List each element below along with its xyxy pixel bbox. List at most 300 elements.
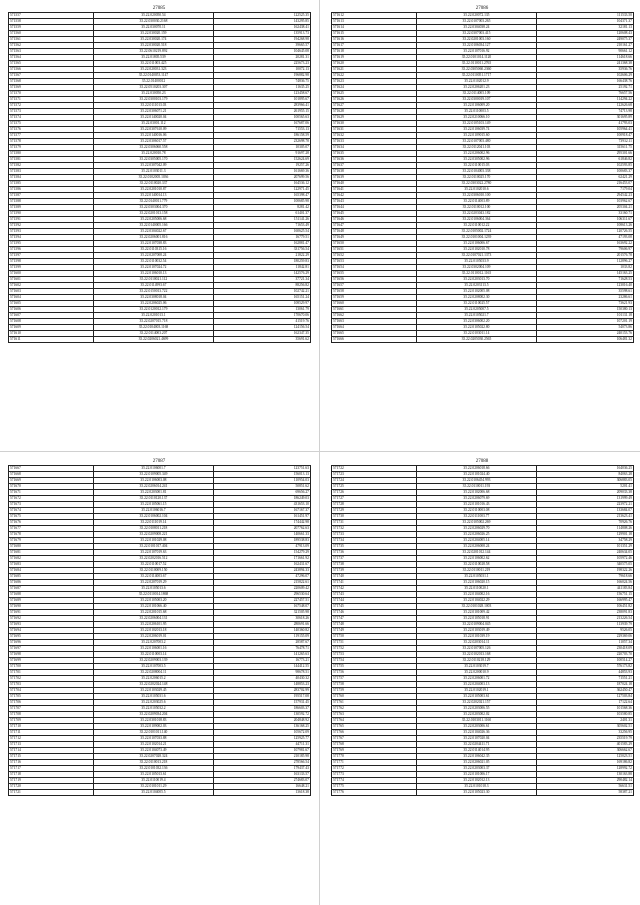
account-code-cell: 35.22.0610219.892: [93, 49, 214, 55]
account-code-cell: 35.22.030020.159: [93, 31, 214, 37]
account-code-cell: 35.22.0203025.6: [93, 700, 214, 706]
amount-cell: 128992.72: [537, 766, 634, 772]
amount-cell: 32181.13: [537, 25, 634, 31]
account-code-cell: 35.22.0107020.04: [416, 736, 537, 742]
amount-cell: 127503.84: [537, 694, 634, 700]
row-id-cell: 571740: [332, 574, 417, 580]
account-code-cell: 35.22.0110017.52: [93, 562, 214, 568]
row-id-cell: 571659: [332, 295, 417, 301]
account-code-cell: 35.22.0140020.04: [93, 115, 214, 121]
amount-cell: 90661.12: [537, 49, 634, 55]
account-code-cell: 35.22.0300103.179: [93, 97, 214, 103]
amount-cell: 107201.19: [537, 319, 634, 325]
row-id-cell: 571747: [332, 616, 417, 622]
amount-cell: 8281.42: [214, 205, 311, 211]
amount-cell: 283966.41: [214, 103, 311, 109]
amount-cell: 196882.98: [214, 73, 311, 79]
account-code-cell: 35.22.0107024.72: [93, 265, 214, 271]
account-code-cell: 35.22.020050.54: [93, 13, 214, 19]
account-code-cell: 35.22.0203113.5: [416, 283, 537, 289]
account-code-cell: 35.22.0510203.307: [93, 85, 214, 91]
account-code-cell: 35.22.0105031.6: [93, 694, 214, 700]
row-id-cell: 571707: [9, 706, 94, 712]
row-id-cell: 571599: [9, 265, 94, 271]
amount-cell: 114294.22: [537, 97, 634, 103]
amount-cell: 16773.21: [214, 658, 311, 664]
amount-cell: 401583.29: [537, 742, 634, 748]
row-id-cell: 571572: [9, 103, 94, 109]
account-code-cell: 35.22.0110003.5: [416, 109, 537, 115]
amount-cell: 13061.79: [214, 307, 311, 313]
amount-cell: 9526.05: [537, 628, 634, 634]
amount-cell: 122971.45: [214, 187, 311, 193]
account-code-cell: 35.22.0203014.11: [416, 640, 537, 646]
account-code-cell: 35.22.0105013.6: [93, 586, 214, 592]
page-number: 27085: [152, 6, 166, 11]
row-id-cell: 571715: [9, 754, 94, 760]
account-code-cell: 35.22.0209003.139: [93, 658, 214, 664]
amount-cell: 205304.21: [537, 205, 634, 211]
account-code-cell: 35.22.0105022.80: [416, 325, 537, 331]
account-code-cell: 35.22.0202021.157: [416, 700, 537, 706]
account-code-cell: 35.22.0106042.35: [416, 754, 537, 760]
amount-cell: 71628.53: [537, 277, 634, 283]
account-code-cell: 35.22.0203013.70: [416, 277, 537, 283]
amount-cell: 74836.75: [214, 79, 311, 85]
row-id-cell: 571564: [9, 55, 94, 61]
amount-cell: 47296.07: [214, 574, 311, 580]
account-code-cell: 35.22.0106034.127: [416, 43, 537, 49]
row-id-cell: 571582: [9, 163, 94, 169]
row-id-cell: 571677: [9, 526, 94, 532]
amount-cell: 160625.54: [214, 229, 311, 235]
amount-cell: 103962.67: [537, 199, 634, 205]
account-code-cell: 35.22.0206021.4699: [93, 337, 214, 343]
amount-cell: 230418.09: [537, 646, 634, 652]
row-id-cell: 571724: [332, 478, 417, 484]
row-id-cell: 571758: [332, 682, 417, 688]
amount-cell: 238091.83: [537, 610, 634, 616]
amount-cell: 11842.81: [214, 265, 311, 271]
amount-cell: 76478.71: [214, 646, 311, 652]
row-id-cell: 571701: [9, 670, 94, 676]
account-code-cell: 35.22.0303004.370: [93, 205, 214, 211]
account-code-cell: 35.22.0203003.37: [416, 766, 537, 772]
amount-cell: 33256.95: [537, 730, 634, 736]
amount-cell: 108529.97: [214, 301, 311, 307]
row-id-cell: 571708: [9, 712, 94, 718]
amount-cell: 2401.31: [537, 718, 634, 724]
account-code-cell: 35.22.0305005.170: [93, 157, 214, 163]
amount-cell: 156751.15: [537, 592, 634, 598]
row-id-cell: 571611: [9, 337, 94, 343]
account-code-cell: 35.22.0304022.67: [93, 229, 214, 235]
row-id-cell: 571728: [332, 502, 417, 508]
amount-cell: 108613.26: [537, 223, 634, 229]
amount-cell: 113939.79: [537, 622, 634, 628]
amount-cell: 70926.76: [537, 520, 634, 526]
amount-cell: 56631.51: [537, 784, 634, 790]
account-code-cell: 35.22.0106001.16: [93, 646, 214, 652]
amount-cell: 243894.33: [214, 568, 311, 574]
row-id-cell: 571745: [332, 604, 417, 610]
row-id-cell: 571647: [332, 223, 417, 229]
row-id-cell: 571616: [332, 37, 417, 43]
account-code-cell: 35.22.0101011.140: [93, 730, 214, 736]
account-code-cell: 35.22.0102013.18: [93, 628, 214, 634]
amount-cell: 143295.85: [214, 19, 311, 25]
account-code-cell: 35.22.0106003.08: [93, 478, 214, 484]
amount-cell: 157931.45: [214, 700, 311, 706]
amount-cell: 114618.66: [537, 55, 634, 61]
account-code-cell: 35.22.0102005.08: [416, 289, 537, 295]
amount-cell: 62421.29: [537, 175, 634, 181]
account-code-cell: 35.22.0105021.7: [416, 313, 537, 319]
amount-cell: 301695.89: [537, 115, 634, 121]
account-code-cell: 35.22.0207028.324: [93, 754, 214, 760]
account-code-cell: 35.22.0207003.2: [93, 640, 214, 646]
row-id-cell: 571595: [9, 241, 94, 247]
amount-cell: 122626.68: [537, 103, 634, 109]
amount-cell: 101351.29: [537, 544, 634, 550]
amount-cell: 61846.82: [537, 157, 634, 163]
amount-cell: 207762.63: [214, 526, 311, 532]
account-code-cell: 35.22.0105013.61: [93, 772, 214, 778]
row-id-cell: 571736: [332, 550, 417, 556]
row-id-cell: 571567: [9, 73, 94, 79]
account-code-cell: 35.22.0101066.40: [93, 604, 214, 610]
amount-cell: 131999.49: [537, 496, 634, 502]
amount-cell: 321505.98: [214, 610, 311, 616]
account-code-cell: 35.22.0206002.96: [416, 151, 537, 157]
row-id-cell: 571763: [332, 712, 417, 718]
amount-cell: 100918.47: [537, 133, 634, 139]
account-code-cell: 35.22.0201012.144: [416, 550, 537, 556]
account-code-cell: 35.22.0110003.08: [416, 508, 537, 514]
row-id-cell: 571571: [9, 97, 94, 103]
amount-cell: 84063.28: [537, 472, 634, 478]
account-code-cell: 35.22.020031.323: [93, 67, 214, 73]
account-code-cell: 35.22.0307610.09: [93, 127, 214, 133]
row-id-cell: 571703: [9, 682, 94, 688]
row-id-cell: 571721: [9, 790, 94, 796]
amount-cell: 123751.63: [214, 466, 311, 472]
amount-cell: 54073.86: [537, 325, 634, 331]
row-id-cell: 571656: [332, 277, 417, 283]
amount-cell: 105672.09: [214, 730, 311, 736]
account-code-cell: 35.22.0107019.63: [93, 550, 214, 556]
row-id-cell: 571757: [332, 676, 417, 682]
row-id-cell: 571678: [9, 532, 94, 538]
amount-cell: 165398.47: [214, 193, 311, 199]
account-code-cell: 35.22.0110011.219: [416, 568, 537, 574]
account-code-cell: 35.22.0110013.218: [93, 760, 214, 766]
account-code-cell: 35.22.0110019.4: [93, 778, 214, 784]
row-id-cell: 571696: [9, 640, 94, 646]
account-code-cell: 35.22.0206001.72: [416, 676, 537, 682]
account-code-cell: 35.22.0306010.100: [416, 193, 537, 199]
account-code-cell: 35.22.0112041.103: [416, 145, 537, 151]
row-id-cell: 571576: [9, 127, 94, 133]
row-id-cell: 571742: [332, 586, 417, 592]
account-code-cell: 35.22.0106004.364: [416, 217, 537, 223]
account-code-cell: 35.22.0140011.779: [93, 199, 214, 205]
row-id-cell: 571584: [9, 175, 94, 181]
row-id-cell: 571585: [9, 181, 94, 187]
row-id-cell: 571709: [9, 718, 94, 724]
account-code-cell: 35.22.0106039.74: [416, 127, 537, 133]
row-id-cell: 571661: [332, 307, 417, 313]
amount-cell: 204848.92: [214, 718, 311, 724]
amount-cell: 216453.07: [537, 181, 634, 187]
row-id-cell: 571646: [332, 217, 417, 223]
amount-cell: 215822.61: [214, 580, 311, 586]
row-id-cell: 571638: [332, 169, 417, 175]
amount-cell: 101568.36: [537, 706, 634, 712]
table-row: [332, 337, 634, 343]
row-id-cell: 571719: [9, 778, 94, 784]
amount-cell: 102606.29: [537, 73, 634, 79]
row-id-cell: 571668: [9, 472, 94, 478]
amount-cell: 101895.67: [214, 97, 311, 103]
row-id-cell: 571623: [332, 79, 417, 85]
account-code-cell: 35.22.0114005.109: [416, 91, 537, 97]
account-code-cell: 35.22.0306017.57: [93, 139, 214, 145]
account-code-cell: 35.22.0110020.337: [93, 181, 214, 187]
amount-cell: 106481.32: [537, 337, 634, 343]
account-code-cell: 35.22.0303022.2780: [416, 181, 537, 187]
account-code-cell: 35.22.0205007.5: [416, 307, 537, 313]
amount-cell: 140360.82: [214, 628, 311, 634]
account-code-cell: 35.22.0111013.03: [93, 103, 214, 109]
amount-cell: 125023.51: [537, 754, 634, 760]
account-code-cell: 35.22.0210066.10: [416, 115, 537, 121]
account-code-cell: 35.22.0110315.16: [93, 247, 214, 253]
table-row: [9, 337, 311, 343]
amount-cell: 76657.56: [537, 91, 634, 97]
account-code-cell: 35.22.0110021.112: [93, 277, 214, 283]
row-id-cell: 571596: [9, 247, 94, 253]
amount-cell: 305602.51: [537, 724, 634, 730]
row-id-cell: 571685: [9, 574, 94, 580]
account-code-cell: 35.22.0107033.88: [93, 736, 214, 742]
account-code-cell: 35.22.0106010.13: [93, 271, 214, 277]
account-code-cell: 35.22.0106020.15: [416, 580, 537, 586]
account-code-cell: 35.22.0109005.349: [93, 472, 214, 478]
amount-cell: 179437.43: [214, 766, 311, 772]
row-id-cell: 571734: [332, 538, 417, 544]
amount-cell: 130592.72: [214, 712, 311, 718]
amount-cell: 79606.97: [537, 247, 634, 253]
amount-cell: 227457.51: [214, 598, 311, 604]
row-id-cell: 571588: [9, 199, 94, 205]
row-id-cell: 571657: [332, 283, 417, 289]
amount-cell: 232698.78: [214, 139, 311, 145]
amount-cell: 102742.21: [214, 289, 311, 295]
row-id-cell: 571593: [9, 229, 94, 235]
ledger-table: [331, 465, 634, 796]
amount-cell: 106451.82: [537, 604, 634, 610]
account-code-cell: 35.22.0107016.92: [416, 49, 537, 55]
amount-cell: 100514.27: [537, 658, 634, 664]
row-id-cell: 571755: [332, 664, 417, 670]
account-code-cell: 35.22.0206029.70: [416, 526, 537, 532]
account-code-cell: 35.22.030070.11: [93, 25, 214, 31]
account-code-cell: 35.22.0102012.9: [416, 79, 537, 85]
row-id-cell: 571706: [9, 700, 94, 706]
account-code-cell: 35.22.0110012.100: [416, 205, 537, 211]
row-id-cell: 571684: [9, 568, 94, 574]
row-id-cell: 571617: [332, 43, 417, 49]
account-code-cell: 35.22.0200010.9: [416, 670, 537, 676]
row-id-cell: 571688: [9, 592, 94, 598]
row-id-cell: 571695: [9, 634, 94, 640]
account-code-cell: 35.22.0206101.95: [93, 622, 214, 628]
row-id-cell: 571652: [332, 253, 417, 259]
row-id-cell: 571756: [332, 670, 417, 676]
row-id-cell: 571629: [332, 115, 417, 121]
row-id-cell: 571770: [332, 754, 417, 760]
row-id-cell: 571737: [332, 556, 417, 562]
row-id-cell: 571645: [332, 211, 417, 217]
table-row: [332, 790, 634, 796]
account-code-cell: 35.22.0109002.03: [93, 724, 214, 730]
account-code-cell: 35.22.0206001.816: [93, 235, 214, 241]
row-id-cell: 571613: [332, 19, 417, 25]
account-code-cell: 35.22.0110011.193: [416, 484, 537, 490]
row-id-cell: 571713: [9, 742, 94, 748]
account-code-cell: 35.22.0109004.045: [416, 622, 537, 628]
amount-cell: 47193.08: [537, 235, 634, 241]
row-id-cell: 571620: [332, 61, 417, 67]
row-id-cell: 571760: [332, 694, 417, 700]
account-code-cell: 35.22.0103011.3: [93, 169, 214, 175]
row-id-cell: 571670: [9, 484, 94, 490]
account-code-cell: 35.22.0110025.170: [416, 175, 537, 181]
account-code-cell: 35.22.0203006.55: [416, 706, 537, 712]
account-code-cell: 35.22.0103029.45: [93, 688, 214, 694]
amount-cell: 19257.26: [214, 163, 311, 169]
amount-cell: 295301.66: [537, 151, 634, 157]
row-id-cell: 571687: [9, 586, 94, 592]
amount-cell: 133684.07: [537, 508, 634, 514]
row-id-cell: 571590: [9, 211, 94, 217]
account-code-cell: 35.22.0103011.1160: [416, 718, 537, 724]
row-id-cell: 571725: [332, 484, 417, 490]
account-code-cell: 35.22.0101039.19: [416, 634, 537, 640]
amount-cell: 122525.35: [214, 13, 311, 19]
row-id-cell: 571718: [9, 772, 94, 778]
row-id-cell: 571716: [9, 760, 94, 766]
row-id-cell: 571563: [9, 49, 94, 55]
row-id-cell: 571774: [332, 778, 417, 784]
amount-cell: 69656.27: [214, 490, 311, 496]
account-code-cell: 35.22.0206018.66: [416, 466, 537, 472]
row-id-cell: 571601: [9, 277, 94, 283]
account-code-cell: 35.22.030030.2168: [93, 19, 214, 25]
account-code-cell: 35.22.0107003.265: [416, 19, 537, 25]
amount-cell: 103580.85: [537, 712, 634, 718]
amount-cell: 102593.85: [537, 163, 634, 169]
account-code-cell: 35.22.0102019.1: [416, 688, 537, 694]
account-code-cell: 35.22.0206021.05: [416, 760, 537, 766]
account-code-cell: 35.22.0304038.24: [416, 25, 537, 31]
account-code-cell: 35.22.0206014.241: [93, 484, 214, 490]
amount-cell: 71551.21: [537, 676, 634, 682]
account-code-cell: 35.22.0106002.104: [93, 514, 214, 520]
account-code-cell: 35.22.0105103.149: [416, 121, 537, 127]
amount-cell: 20281.31: [214, 55, 311, 61]
amount-cell: 1033.82: [537, 265, 634, 271]
row-id-cell: 571692: [9, 616, 94, 622]
account-code-cell: 35.22.0102012.13: [416, 778, 537, 784]
row-id-cell: 571717: [9, 766, 94, 772]
row-id-cell: 571702: [9, 676, 94, 682]
row-id-cell: 571766: [332, 730, 417, 736]
amount-cell: 167167.37: [214, 508, 311, 514]
amount-cell: 79618.66: [537, 574, 634, 580]
row-id-cell: 571663: [332, 319, 417, 325]
amount-cell: 294542.23: [537, 193, 634, 199]
row-id-cell: 571600: [9, 271, 94, 277]
row-id-cell: 571566: [9, 67, 94, 73]
account-code-cell: 35.22.0114003.89: [416, 199, 537, 205]
row-id-cell: 571568: [9, 79, 94, 85]
amount-cell: 40430.32: [214, 676, 311, 682]
amount-cell: 98678.51: [214, 670, 311, 676]
page-number: 27086: [475, 6, 489, 11]
row-id-cell: 571752: [332, 646, 417, 652]
amount-cell: 107981.67: [214, 748, 311, 754]
account-code-cell: 35.22.0114003.207: [93, 331, 214, 337]
amount-cell: 261955.15: [214, 109, 311, 115]
account-code-cell: 35.22.0102010.6: [416, 187, 537, 193]
row-id-cell: 571627: [332, 103, 417, 109]
row-id-cell: 571683: [9, 562, 94, 568]
account-code-cell: 35.22.0102005.1036: [93, 175, 214, 181]
row-id-cell: 571711: [9, 730, 94, 736]
row-id-cell: 571592: [9, 223, 94, 229]
row-id-cell: 571674: [9, 508, 94, 514]
row-id-cell: 571720: [9, 784, 94, 790]
account-code-cell: 35.22.0208004.11: [93, 670, 214, 676]
amount-cell: 220703.70: [537, 652, 634, 658]
amount-cell: 162347.35: [214, 331, 311, 337]
account-code-cell: 35.22.0107003.5: [93, 664, 214, 670]
account-code-cell: 35.22.0140005.166: [93, 223, 214, 229]
amount-cell: 162438.41: [214, 25, 311, 31]
row-id-cell: 571579: [9, 145, 94, 151]
row-id-cell: 571597: [9, 253, 94, 259]
row-id-cell: 571655: [332, 271, 417, 277]
row-id-cell: 571675: [9, 514, 94, 520]
account-code-cell: 35.22.0206019.01: [93, 634, 214, 640]
ledger-table: [8, 465, 311, 796]
amount-cell: 166995.47: [537, 598, 634, 604]
account-code-cell: 35.22.0207019.29: [93, 580, 214, 586]
amount-cell: 106311.67: [537, 217, 634, 223]
row-id-cell: 571693: [9, 622, 94, 628]
row-id-cell: 571624: [332, 85, 417, 91]
account-code-cell: 35.22.0103019.49: [416, 628, 537, 634]
row-id-cell: 571626: [332, 97, 417, 103]
row-id-cell: 571686: [9, 580, 94, 586]
row-id-cell: 571730: [332, 514, 417, 520]
account-code-cell: 35.22.0105003.61: [416, 694, 537, 700]
amount-cell: 10072.13: [214, 67, 311, 73]
row-id-cell: 571561: [9, 37, 94, 43]
row-id-cell: 571631: [332, 127, 417, 133]
